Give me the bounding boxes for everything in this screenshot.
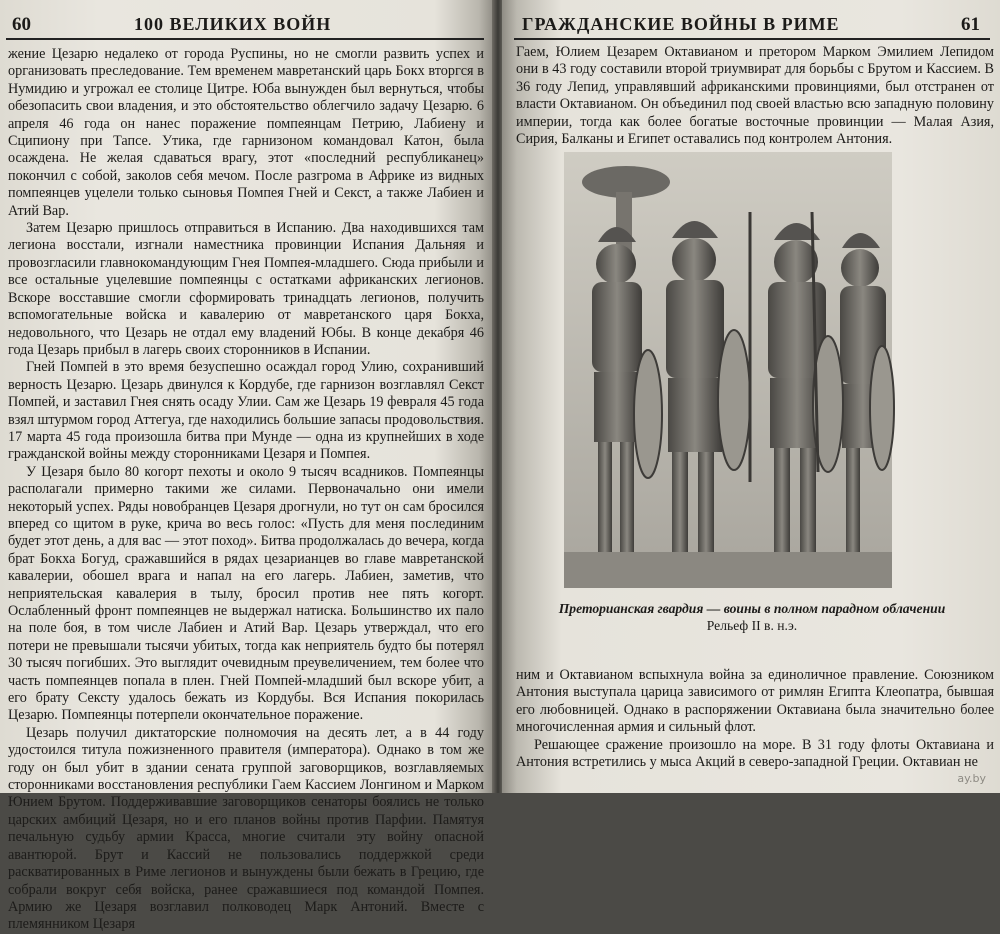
paragraph: ним и Октавианом вспыхнула война за единоличное правление. Союзником Антония выступала царица зависимого от римлян Египта Клеопатра, бывшая его любовницей. Однако в распоряжении Октавиана была значительно более многочисленная армия и сильный флот.: [516, 667, 994, 736]
praetorian-relief-image: [564, 152, 892, 588]
paragraph: У Цезаря было 80 когорт пехоты и около 9 тысяч всадников. Помпеянцы располагали примерно такими же силами. Первоначально они имели некоторый успех. Ряды новобранцев Цезаря дрогнули, но тут он сам бросился вперед со щитом в руке, крича во весь голос: «Пусть для меня послединим будет этот день, а для вас — этот поход». Битва продолжалась до вечера, когда брат Бокха Богуд, сражавшийся в рядах цезарианцев во главе мавретанской кавалерии, обошел врага и напал на его лагерь. Лабиен, заметив, что неприятельская кавалерия в тылу, бросил против нее пять когорт. Ослабленный фронт помпеянцев не выдержал натиска. Большинство их пало на поле боя, в том числе Лабиен и Атий Вар. Цезарь утверждал, что его потери не превышали тысячи убитых, тогда как неприятель будто бы потерял 30 тысяч погибших. Это выглядит очевидным преувеличением, тем более что часть помпеянцев попала в плен. Гней Помпей-младший был вскоре убит, а его брату Сексту удалось бежать из Кордубы. Вся Испания покорилась Цезарю. Помпеянцы потерпели окончательное поражение.: [8, 463, 484, 724]
caption-title: Преторианская гвардия — воины в полном парадном облачении: [558, 601, 946, 616]
right-page-header: [514, 12, 990, 40]
right-page-top-text: [516, 44, 994, 148]
page-number-right: 61: [961, 14, 980, 35]
page-number-left: 60: [12, 14, 31, 35]
running-head-right: ГРАЖДАНСКИЕ ВОЙНЫ В РИМЕ: [522, 14, 840, 34]
left-page-body: [8, 46, 484, 934]
caption-subtitle: Рельеф II в. н.э.: [706, 618, 798, 633]
watermark: ay.by: [957, 772, 986, 785]
paragraph: Гней Помпей в это время безуспешно осаждал город Улию, сохранивший верность Цезарю. Цезарь двинулся к Кордубе, где гарнизон возглавлял Секст Помпей, и заставил Гнея снять осаду Улии. Сам же Цезарь 19 февраля 45 года взял штурмом город Аттегуа, где находились большие запасы продовольствия. 17 марта 45 года произошла битва при Мунде — одна из крупнейших в ходе гражданской войны между сторонниками Цезаря и Помпея.: [8, 359, 484, 463]
paragraph: Гаем, Юлием Цезарем Октавианом и претором Марком Эмилием Лепидом они в 43 году составили второй триумвират для борьбы с Брутом и Кассием. В 36 году Лепид, управлявший африканскими провинциями, был отстранен от власти Октавианом. Он объединил под своей властью всю западную половину империи, тогда как более богатые восточные провинции — Малая Азия, Сирия, Балканы и Египет оставались под контролем Антония.: [516, 44, 994, 148]
left-page: [0, 0, 494, 933]
figure-caption: [532, 600, 972, 634]
right-page: [502, 0, 1000, 793]
paragraph: Затем Цезарю пришлось отправиться в Испанию. Два находившихся там легиона восстали, изгнали наместника провинции Испания Дальняя и провозгласили главнокомандующим Гнея Помпея-младшего. Сюда прибыли и все остальные уцелевшие помпеянцы с остатками африканских легионов. Вскоре восставшие смогли сформировать тринадцать легионов, получить вспомогательные войска и кавалерию от мавретанского царя Бокха, недовольного, что Цезарь не отдал ему владений Юбы. В конце декабря 46 года Цезарь прибыл в лагерь своих сторонников в Испании.: [8, 220, 484, 358]
right-page-bottom-text: [516, 667, 994, 771]
paragraph: жение Цезарю недалеко от города Руспины, но не смогли развить успех и организовать преследование. Тем временем мавретанский царь Бокх вторгся в Нумидию и угрожал ее столице Цитре. Юба вынужден был вернуться, чтобы обезопасить свои владения, и это обстоятельство облегчило задачу Цезарю. 6 апреля 46 года он нанес поражение помпеянцам Петрию, Лабиену и Сципиону при Тапсе. Утика, где гарнизоном командовал Катон, была осаждена. Не желая сдаваться врагу, этот «последний республиканец» покончил с собой, заколов себя мечом. После разгрома в Африке из видных помпеянцев уцелели только сыновья Помпея Гней и Секст, а также Лабиен и Атий Вар.: [8, 46, 484, 219]
left-page-header: [6, 12, 484, 40]
running-head-left: 100 ВЕЛИКИХ ВОЙН: [134, 14, 332, 34]
relief-illustration: [564, 152, 892, 588]
paragraph: Решающее сражение произошло на море. В 31 году флоты Октавиана и Антония встретились у мыса Акций в северо-западной Греции. Октавиан не: [516, 736, 994, 771]
paragraph: Цезарь получил диктаторские полномочия на десять лет, а в 44 году удостоился титула пожизненного правителя (императора). Однако в том же году он был убит в здании сената группой заговорщиков, возглавляемых сторонниками восстановления республики Гаем Кассием Лонгином и Марком Юнием Брутом. Поддерживавшие заговорщиков сенаторы боялись не только царских амбиций Цезаря, но и его планов войны против Парфии. Памятуя печальную судьбу армии Красса, многие считали эту войну опасной авантюрой. Брут и Кассий не пользовались поддержкой среди раскватированных в Риме легионов и вынуждены были бежать в Грецию, где собрали вокруг себя войска, ранее сражавшиеся под командой Помпея. Армию же Цезаря возглавил полководец Марк Антоний. Вместе с племянником Цезаря: [8, 724, 484, 933]
